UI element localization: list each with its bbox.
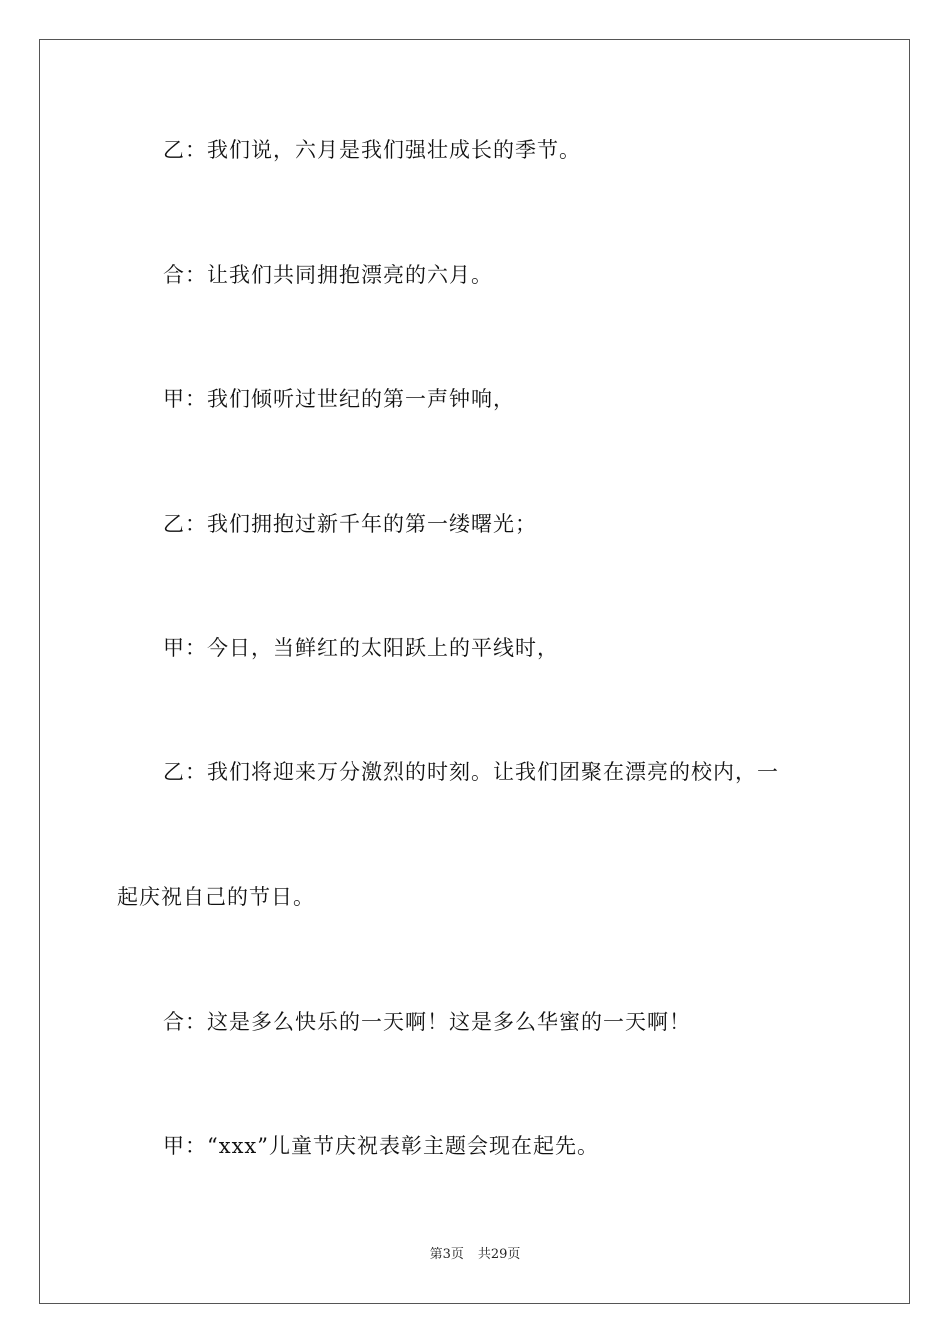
page-border [39,39,910,1304]
paragraph-line-continuation: 起庆祝自己的节日。 [117,885,315,909]
paragraph-line: 乙：我们拥抱过新千年的第一缕曙光； [163,512,537,536]
paragraph-line: 甲：今日，当鲜红的太阳跃上的平线时， [163,636,559,660]
paragraph-line: 合：这是多么快乐的一天啊！这是多么华蜜的一天啊！ [163,1010,691,1034]
page-total: 共29页 [477,1247,521,1262]
page-number: 第3页 [429,1247,464,1262]
paragraph-line: 甲：我们倾听过世纪的第一声钟响， [163,387,515,411]
paragraph-line: 合：让我们共同拥抱漂亮的六月。 [163,263,493,287]
page-footer [0,1246,950,1264]
paragraph-line: 乙：我们说，六月是我们强壮成长的季节。 [163,138,581,162]
paragraph-line: 甲：“xxx”儿童节庆祝表彰主题会现在起先。 [163,1134,599,1158]
paragraph-line: 乙：我们将迎来万分激烈的时刻。让我们团聚在漂亮的校内，一 [163,760,779,784]
